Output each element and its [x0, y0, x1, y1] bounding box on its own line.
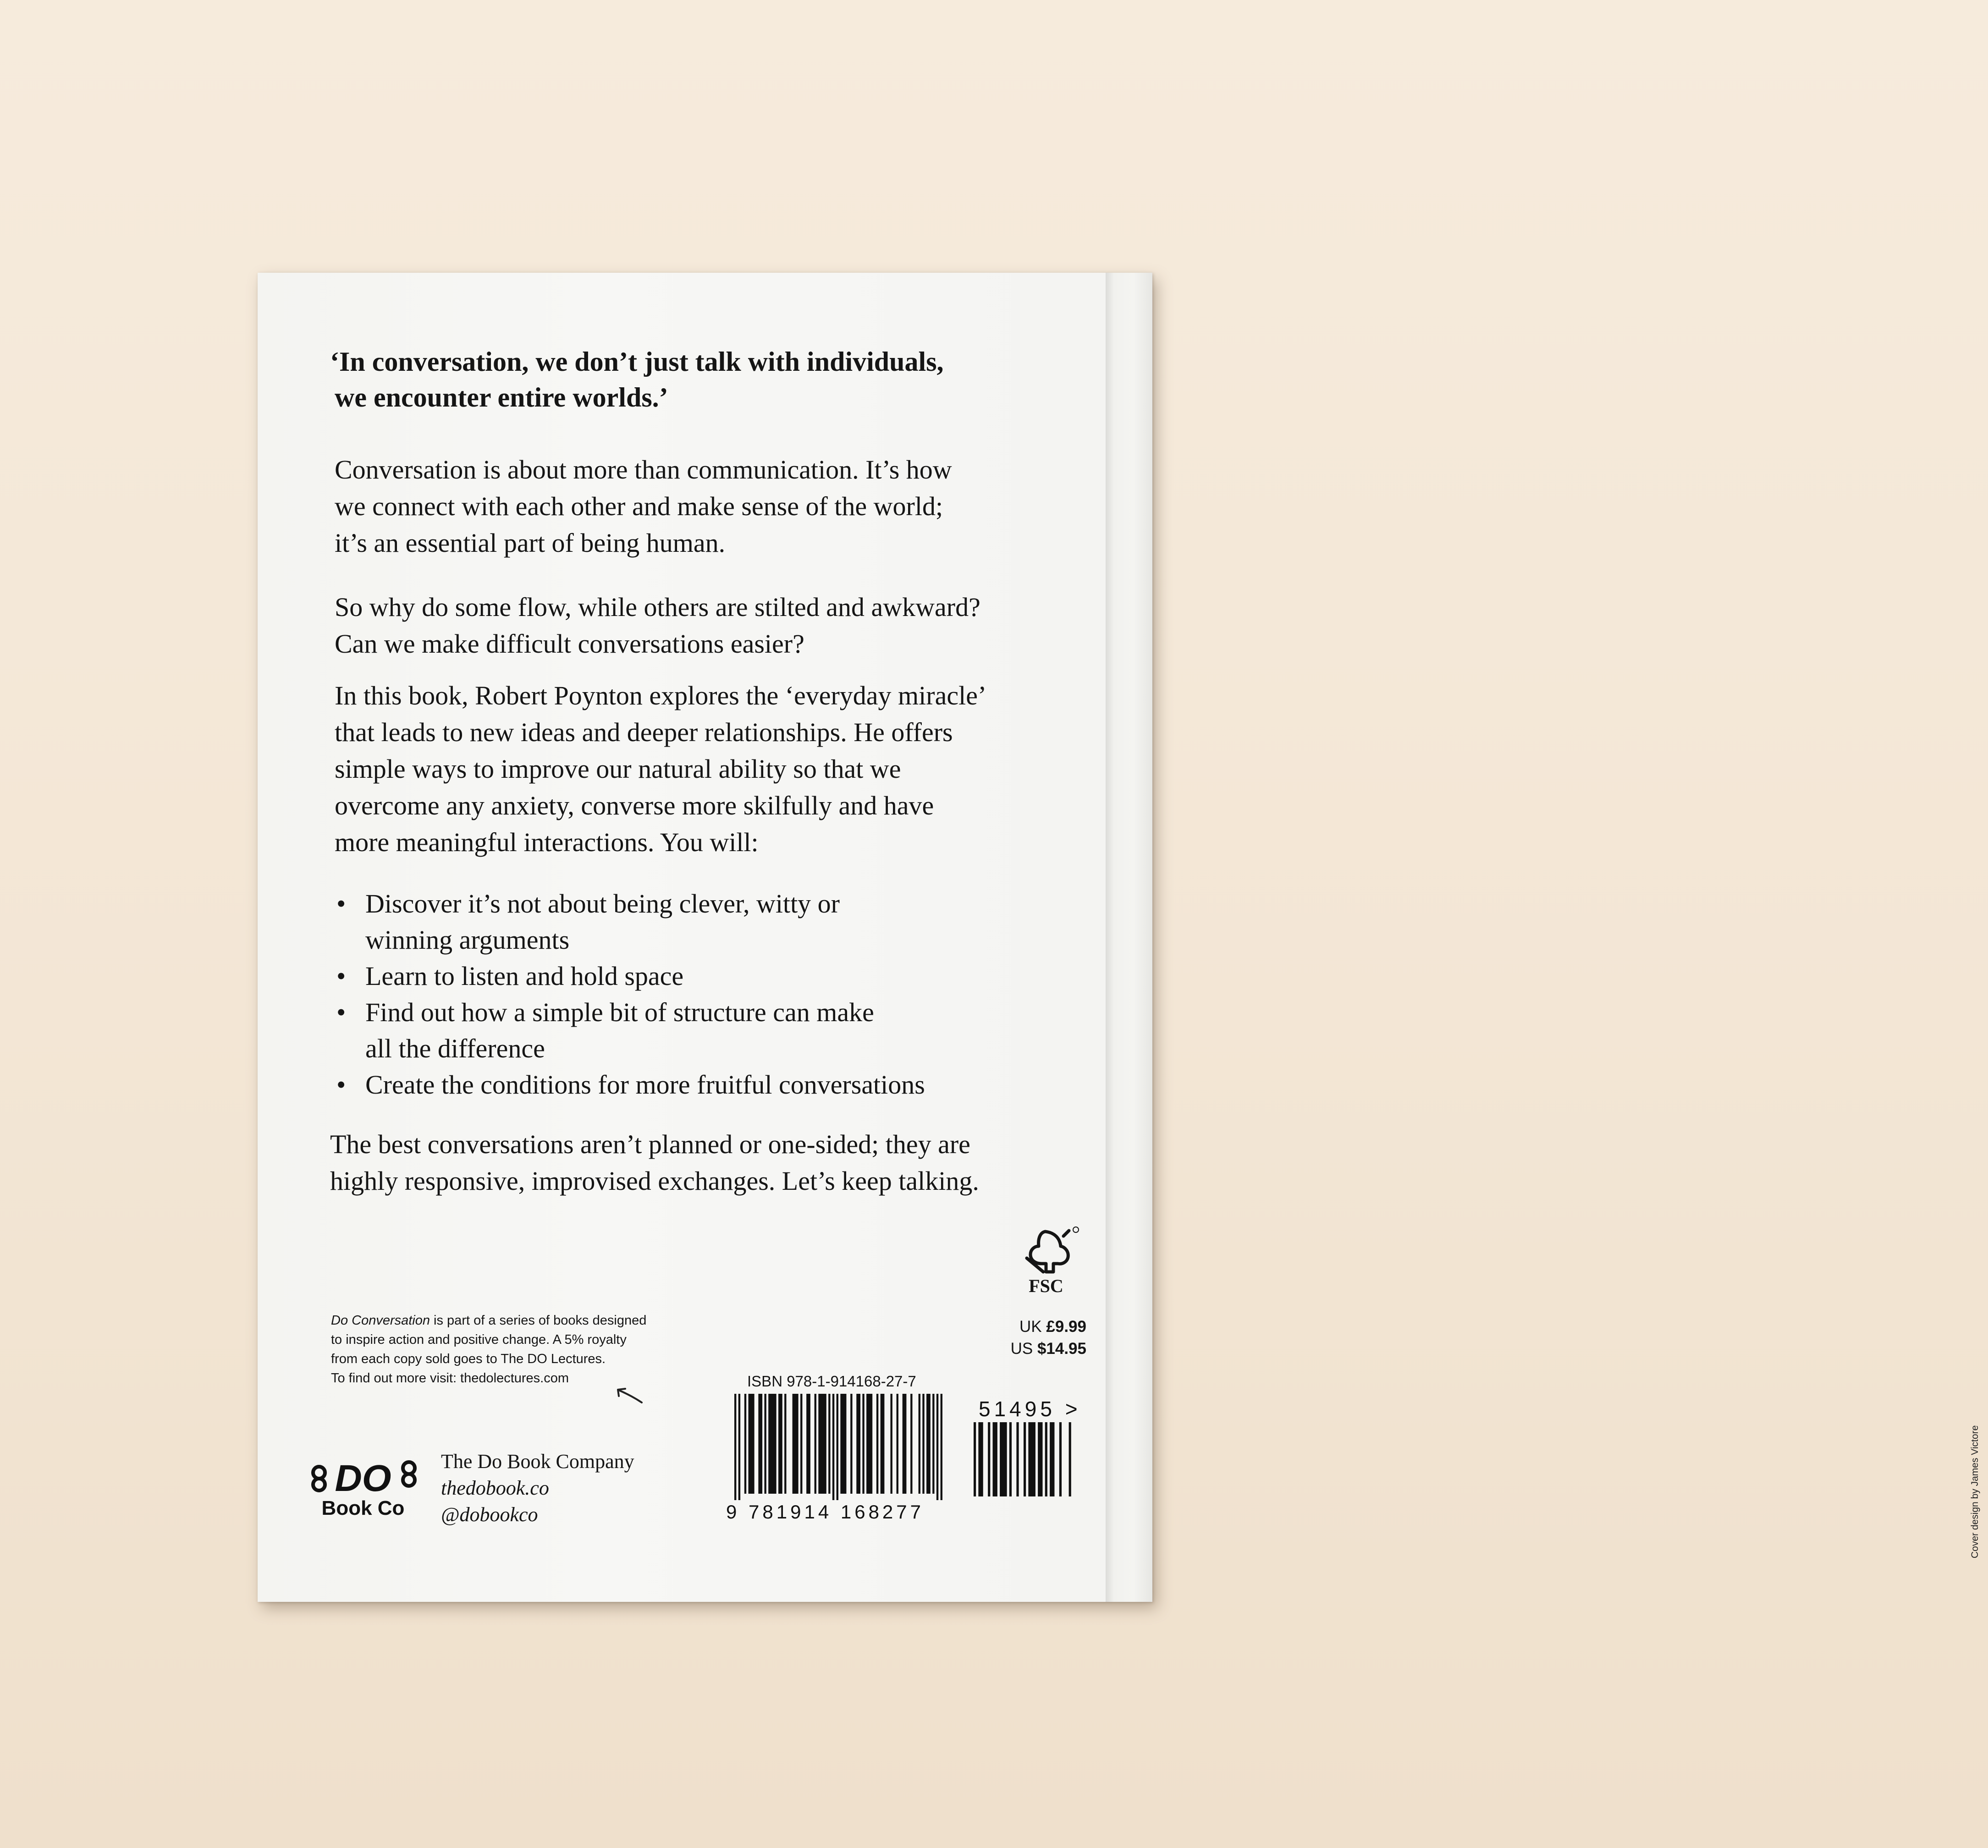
price-label: UK — [1019, 1318, 1046, 1336]
text-line: To find out more visit: thedolectures.com — [331, 1371, 569, 1386]
price-value: $14.95 — [1037, 1340, 1086, 1358]
barcode-digits: 9 781914 168277 — [726, 1501, 924, 1523]
fsc-label: FSC — [1029, 1276, 1063, 1296]
text-line: it’s an essential part of being human. — [335, 528, 726, 558]
barcode-bar — [778, 1394, 782, 1494]
text-line: highly responsive, improvised exchanges. Let’s keep talking. — [330, 1166, 979, 1196]
barcode-bar — [768, 1394, 776, 1494]
barcode-bar — [1069, 1422, 1071, 1496]
barcode-bar — [837, 1394, 838, 1500]
barcode-bar — [910, 1394, 912, 1494]
text-line: we connect with each other and make sense of the world; — [335, 491, 943, 521]
text-line: • Learn to listen and hold space — [365, 961, 684, 991]
barcode-bar — [800, 1394, 802, 1494]
book-spine — [1106, 273, 1980, 1602]
text-line: to inspire action and positive change. A 5% royalty — [331, 1332, 627, 1347]
barcode-bar — [793, 1394, 799, 1494]
price-uk — [1019, 1318, 1086, 1336]
barcode-bar — [941, 1394, 942, 1500]
barcode-bar — [815, 1394, 816, 1494]
text-line: Conversation is about more than communication. It’s how — [335, 455, 952, 484]
barcode-bar — [876, 1394, 878, 1494]
addon-digits: 51495 > — [979, 1397, 1081, 1421]
barcode-bar — [926, 1394, 931, 1494]
barcode-bar — [734, 1394, 736, 1500]
price-label: US — [1010, 1340, 1037, 1358]
barcode-bar — [1000, 1422, 1007, 1496]
book-back-cover — [258, 273, 1980, 1602]
publisher-info — [441, 1448, 634, 1528]
logo-text-bookco: Book Co — [321, 1497, 405, 1519]
barcode-bar — [758, 1394, 762, 1494]
barcode-bar — [850, 1394, 852, 1494]
quote-line: ‘In conversation, we don’t just talk with individuals, — [330, 346, 944, 377]
price-value: £9.99 — [1046, 1318, 1086, 1336]
barcode-bar — [1050, 1422, 1054, 1496]
text-line: winning arguments — [365, 925, 570, 955]
price-addon-barcode — [974, 1422, 1074, 1503]
cover-design-credit: Cover design by James Victore — [1970, 1425, 1980, 1558]
barcode-bar — [936, 1394, 938, 1500]
barcode-bar — [881, 1394, 885, 1494]
publisher-website: thedobook.co — [441, 1477, 549, 1499]
text-line: overcome any anxiety, converse more skilfully and have — [335, 791, 934, 820]
isbn-barcode — [734, 1394, 942, 1500]
text-line: Can we make difficult conversations easier? — [335, 629, 804, 659]
text-line: more meaningful interactions. You will: — [335, 827, 759, 857]
barcode-bar — [903, 1394, 907, 1494]
barcode-bar — [932, 1394, 934, 1494]
barcode-bar — [828, 1394, 830, 1494]
barcode-bar — [1038, 1422, 1042, 1496]
text-line: • Discover it’s not about being clever, witty or — [365, 889, 840, 918]
barcode-bar — [832, 1394, 834, 1500]
barcode-bar — [738, 1394, 740, 1500]
blurb-closing — [330, 1126, 979, 1199]
barcode-bar — [897, 1394, 898, 1494]
text-fragment: is part of a series of books designed — [430, 1313, 647, 1328]
barcode-bar — [919, 1394, 920, 1494]
text-line: that leads to new ideas and deeper relationships. He offers — [335, 717, 953, 747]
text-line: all the difference — [365, 1034, 545, 1063]
barcode-bar — [1045, 1422, 1047, 1496]
logo-text-do: DO — [335, 1458, 391, 1499]
text-line: simple ways to improve our natural ability so that we — [335, 754, 901, 784]
barcode-bar — [1028, 1422, 1035, 1496]
barcode-bar — [891, 1394, 892, 1494]
barcode-bar — [1016, 1422, 1019, 1496]
text-line — [331, 1311, 646, 1330]
barcode-bar — [840, 1394, 846, 1494]
series-title: Do Conversation — [331, 1313, 430, 1328]
pull-quote — [330, 344, 944, 415]
barcode-bar — [993, 1422, 997, 1496]
text-line: The best conversations aren’t planned or one-sided; they are — [330, 1129, 970, 1159]
list-item — [335, 1067, 925, 1103]
barcode-bar — [744, 1394, 746, 1494]
list-item — [335, 958, 925, 994]
blurb-paragraph-2 — [335, 589, 980, 662]
text-line: • Find out how a simple bit of structure can make — [365, 997, 874, 1027]
barcode-bar — [856, 1394, 860, 1494]
barcode-bar — [974, 1422, 976, 1496]
barcode-bar — [978, 1422, 983, 1496]
text-line: from each copy sold goes to The DO Lectures. — [331, 1352, 606, 1366]
barcode-bar — [862, 1394, 864, 1494]
list-item — [335, 886, 925, 958]
publisher-handle: @dobookco — [441, 1503, 538, 1526]
text-line: • Create the conditions for more fruitful conversations — [365, 1070, 925, 1100]
barcode-bar — [866, 1394, 872, 1494]
barcode-bar — [922, 1394, 924, 1494]
isbn-text: ISBN 978-1-914168-27-7 — [747, 1373, 916, 1390]
list-item — [335, 994, 925, 1067]
barcode-bar — [1024, 1422, 1026, 1496]
blurb-paragraph-1 — [335, 451, 952, 561]
hand-drawn-arrow-icon — [610, 1384, 646, 1407]
do-book-co-logo — [309, 1455, 419, 1519]
text-line: In this book, Robert Poynton explores the ‘everyday miracle’ — [335, 681, 987, 710]
barcode-bar — [988, 1422, 990, 1496]
barcode-bar — [764, 1394, 766, 1494]
series-note — [331, 1311, 646, 1388]
publisher-name: The Do Book Company — [441, 1450, 634, 1473]
price-us — [1011, 1340, 1086, 1358]
blurb-paragraph-3 — [335, 677, 986, 861]
cover-panel — [258, 273, 1106, 1602]
barcode-bar — [1009, 1422, 1012, 1496]
fsc-tree-icon — [1008, 1222, 1086, 1296]
barcode-bar — [818, 1394, 826, 1494]
barcode-bar — [784, 1394, 786, 1494]
barcode-bar — [749, 1394, 754, 1494]
quote-line: we encounter entire worlds.’ — [335, 382, 668, 412]
text-line: So why do some flow, while others are stilted and awkward? — [335, 592, 980, 622]
benefits-list — [335, 886, 925, 1103]
barcode-bar — [1059, 1422, 1062, 1496]
barcode-bar — [806, 1394, 810, 1494]
